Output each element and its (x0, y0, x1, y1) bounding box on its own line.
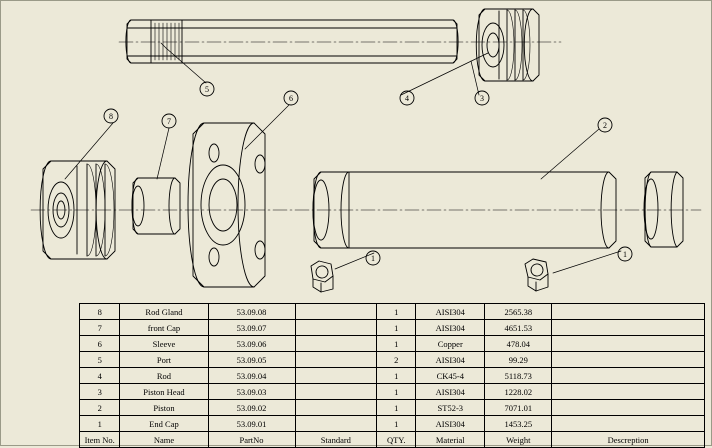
table-row (80, 368, 705, 384)
bom-name: Rod (120, 368, 208, 384)
table-row (80, 400, 705, 416)
table-row (80, 384, 705, 400)
bom-standard (295, 336, 377, 352)
bom-material: AISI304 (416, 352, 485, 368)
column-header-name: Name (120, 432, 208, 448)
bom-item: 8 (80, 304, 120, 320)
bom-standard (295, 416, 377, 432)
bom-standard (295, 384, 377, 400)
bom-desc (552, 368, 705, 384)
bom-weight: 2565.38 (485, 304, 552, 320)
bom-item: 6 (80, 336, 120, 352)
table-row (80, 320, 705, 336)
part-piston-head (476, 9, 539, 81)
part-sleeve (132, 178, 180, 234)
bom-desc (552, 336, 705, 352)
bom-material: AISI304 (416, 384, 485, 400)
bom-material: AISI304 (416, 416, 485, 432)
bom-qty: 1 (377, 400, 416, 416)
bom-item: 5 (80, 352, 120, 368)
bom-qty: 1 (377, 336, 416, 352)
balloon-label: 4 (405, 94, 409, 103)
bom-name: Port (120, 352, 208, 368)
bom-partno: 53.09.02 (208, 400, 295, 416)
leader-lines (65, 43, 621, 273)
bom-item: 7 (80, 320, 120, 336)
bom-weight: 7071.01 (485, 400, 552, 416)
bom-standard (295, 368, 377, 384)
bom-weight: 99.29 (485, 352, 552, 368)
column-header-item: Item No. (80, 432, 120, 448)
balloon-circles (104, 82, 632, 265)
bom-partno: 53.09.01 (208, 416, 295, 432)
bom-desc (552, 400, 705, 416)
table-header-row (80, 432, 705, 448)
bom-name: front Cap (120, 320, 208, 336)
balloon-label: 6 (289, 94, 293, 103)
balloon-labels (109, 85, 627, 263)
table-row (80, 304, 705, 320)
balloon-label: 5 (205, 85, 209, 94)
table-row (80, 416, 705, 432)
part-port-right (525, 259, 548, 291)
bom-qty: 1 (377, 384, 416, 400)
bom-material: AISI304 (416, 304, 485, 320)
bom-standard (295, 400, 377, 416)
bom-name: Piston Head (120, 384, 208, 400)
bom-qty: 1 (377, 304, 416, 320)
bom-qty: 1 (377, 320, 416, 336)
part-port-left (311, 261, 333, 292)
bom-name: Piston (120, 400, 208, 416)
bom-desc (552, 384, 705, 400)
bom-qty: 2 (377, 352, 416, 368)
column-header-qty: QTY. (377, 432, 416, 448)
balloon-label: 7 (167, 117, 171, 126)
column-header-material: Material (416, 432, 485, 448)
bom-material: Copper (416, 336, 485, 352)
center-axis (31, 42, 701, 210)
bom-partno: 53.09.04 (208, 368, 295, 384)
part-front-cap (188, 123, 265, 287)
bom-weight: 1228.02 (485, 384, 552, 400)
bom-item: 4 (80, 368, 120, 384)
bom-desc (552, 320, 705, 336)
bom-standard (295, 320, 377, 336)
balloon-label: 2 (603, 121, 607, 130)
bom-desc (552, 304, 705, 320)
bom-partno: 53.09.03 (208, 384, 295, 400)
bom-qty: 1 (377, 416, 416, 432)
table-row (80, 336, 705, 352)
balloon-label: 1 (371, 254, 375, 263)
bom-item: 1 (80, 416, 120, 432)
table-row (80, 352, 705, 368)
column-header-partno: PartNo (208, 432, 295, 448)
balloon-label: 8 (109, 112, 113, 121)
balloon-label: 3 (480, 94, 484, 103)
bom-weight: 5118.73 (485, 368, 552, 384)
bom-item: 2 (80, 400, 120, 416)
part-end-cap (644, 172, 683, 247)
bom-partno: 53.09.06 (208, 336, 295, 352)
bom-qty: 1 (377, 368, 416, 384)
bom-weight: 1453.25 (485, 416, 552, 432)
column-header-standard: Standard (295, 432, 377, 448)
column-header-description: Descreption (552, 432, 705, 448)
bom-material: AISI304 (416, 320, 485, 336)
bom-name: Sleeve (120, 336, 208, 352)
bom-desc (552, 416, 705, 432)
bom-partno: 53.09.08 (208, 304, 295, 320)
bom-name: End Cap (120, 416, 208, 432)
bill-of-materials-table (79, 303, 705, 448)
bom-desc (552, 352, 705, 368)
column-header-weight: Weight (485, 432, 552, 448)
bom-material: ST52-3 (416, 400, 485, 416)
bom-weight: 478.04 (485, 336, 552, 352)
bom-name: Rod Gland (120, 304, 208, 320)
bom-material: CK45-4 (416, 368, 485, 384)
balloon-label: 1 (623, 250, 627, 259)
bom-standard (295, 304, 377, 320)
bom-partno: 53.09.07 (208, 320, 295, 336)
bom-partno: 53.09.05 (208, 352, 295, 368)
bom-body (80, 304, 705, 448)
bom-weight: 4651.53 (485, 320, 552, 336)
bom-item: 3 (80, 384, 120, 400)
bom-standard (295, 352, 377, 368)
